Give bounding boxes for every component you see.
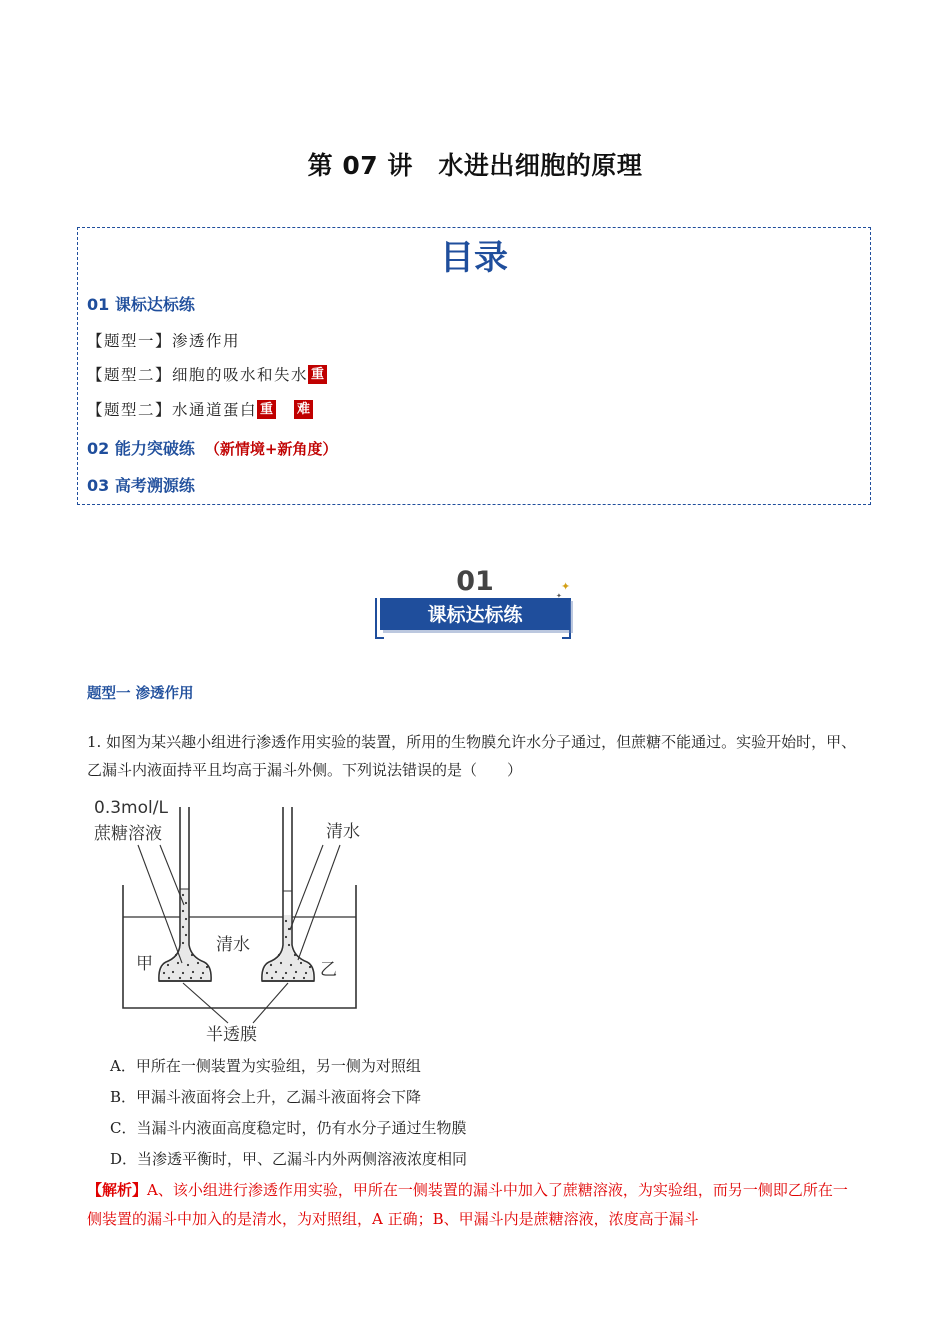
toc-item-type3[interactable] xyxy=(87,398,313,420)
toc-item-type2[interactable] xyxy=(87,363,327,385)
sparkle-icon: ✦ xyxy=(556,592,562,600)
label-yi: 乙 xyxy=(320,960,337,980)
toc-section-label: 02 能力突破练 xyxy=(87,439,195,458)
analysis-text: A、该小组进行渗透作用实验，甲所在一侧装置的漏斗中加入了蔗糖溶液，为实验组，而另一侧即乙所在一侧装置的漏斗中加入的是清水，为对照组，A 正确；B、甲漏斗内是蔗糖溶液，浓度高于漏斗 xyxy=(87,1181,848,1228)
toc-item-type1[interactable] xyxy=(87,329,240,351)
label-jia: 甲 xyxy=(136,954,153,974)
toc-section-sub: （新情境+新角度） xyxy=(204,440,338,458)
important-badge: 重 xyxy=(257,400,276,419)
option-b[interactable]: B．甲漏斗液面将会上升，乙漏斗液面将会下降 xyxy=(110,1088,422,1106)
leader-lines xyxy=(138,845,340,1023)
toc-item-label: 【题型二】细胞的吸水和失水 xyxy=(87,366,309,384)
option-d[interactable]: D．当渗透平衡时，甲、乙漏斗内外两侧溶液浓度相同 xyxy=(110,1150,468,1168)
osmosis-apparatus-figure xyxy=(88,795,388,1050)
toc-section-label: 03 高考溯源练 xyxy=(87,476,195,495)
page-title: 第 07 讲 水进出细胞的原理 xyxy=(307,151,643,180)
label-water-center: 清水 xyxy=(216,935,250,955)
label-sucrose-solution: 蔗糖溶液 xyxy=(94,824,162,844)
toc-section-label: 01 课标达标练 xyxy=(87,295,195,314)
label-solution-concentration: 0.3mol/L xyxy=(94,798,168,818)
toc-heading: 目录 xyxy=(440,238,508,278)
toc-item-label: 【题型二】水通道蛋白 xyxy=(87,401,258,419)
analysis xyxy=(87,1176,862,1234)
funnel-yi xyxy=(262,807,314,981)
toc-item-label: 【题型一】渗透作用 xyxy=(87,332,241,350)
option-a[interactable]: A．甲所在一侧装置为实验组，另一侧为对照组 xyxy=(110,1057,421,1075)
section-banner xyxy=(372,562,582,644)
toc-section-01[interactable] xyxy=(87,292,195,315)
option-c[interactable]: C．当漏斗内液面高度稳定时，仍有水分子通过生物膜 xyxy=(110,1119,467,1137)
question-type-label: 题型一 渗透作用 xyxy=(87,686,194,702)
banner-number: 01 xyxy=(456,566,494,597)
important-badge: 重 xyxy=(308,365,327,384)
toc-section-03[interactable] xyxy=(87,473,195,496)
funnel-jia xyxy=(159,807,211,981)
toc-section-02[interactable] xyxy=(87,436,337,459)
sparkle-icon: ✦ xyxy=(561,580,571,593)
table-of-contents xyxy=(77,227,871,505)
difficult-badge: 难 xyxy=(294,400,313,419)
analysis-tag: 【解析】 xyxy=(87,1181,148,1199)
label-water-right: 清水 xyxy=(326,822,360,842)
label-semipermeable-membrane: 半透膜 xyxy=(206,1025,257,1045)
question-stem: 1. 如图为某兴趣小组进行渗透作用实验的装置，所用的生物膜允许水分子通过，但蔗糖不能通过。实验开始时，甲、乙漏斗内液面持平且均高于漏斗外侧。下列说法错误的是（ ） xyxy=(87,733,857,779)
banner-label: 课标达标练 xyxy=(427,604,523,626)
